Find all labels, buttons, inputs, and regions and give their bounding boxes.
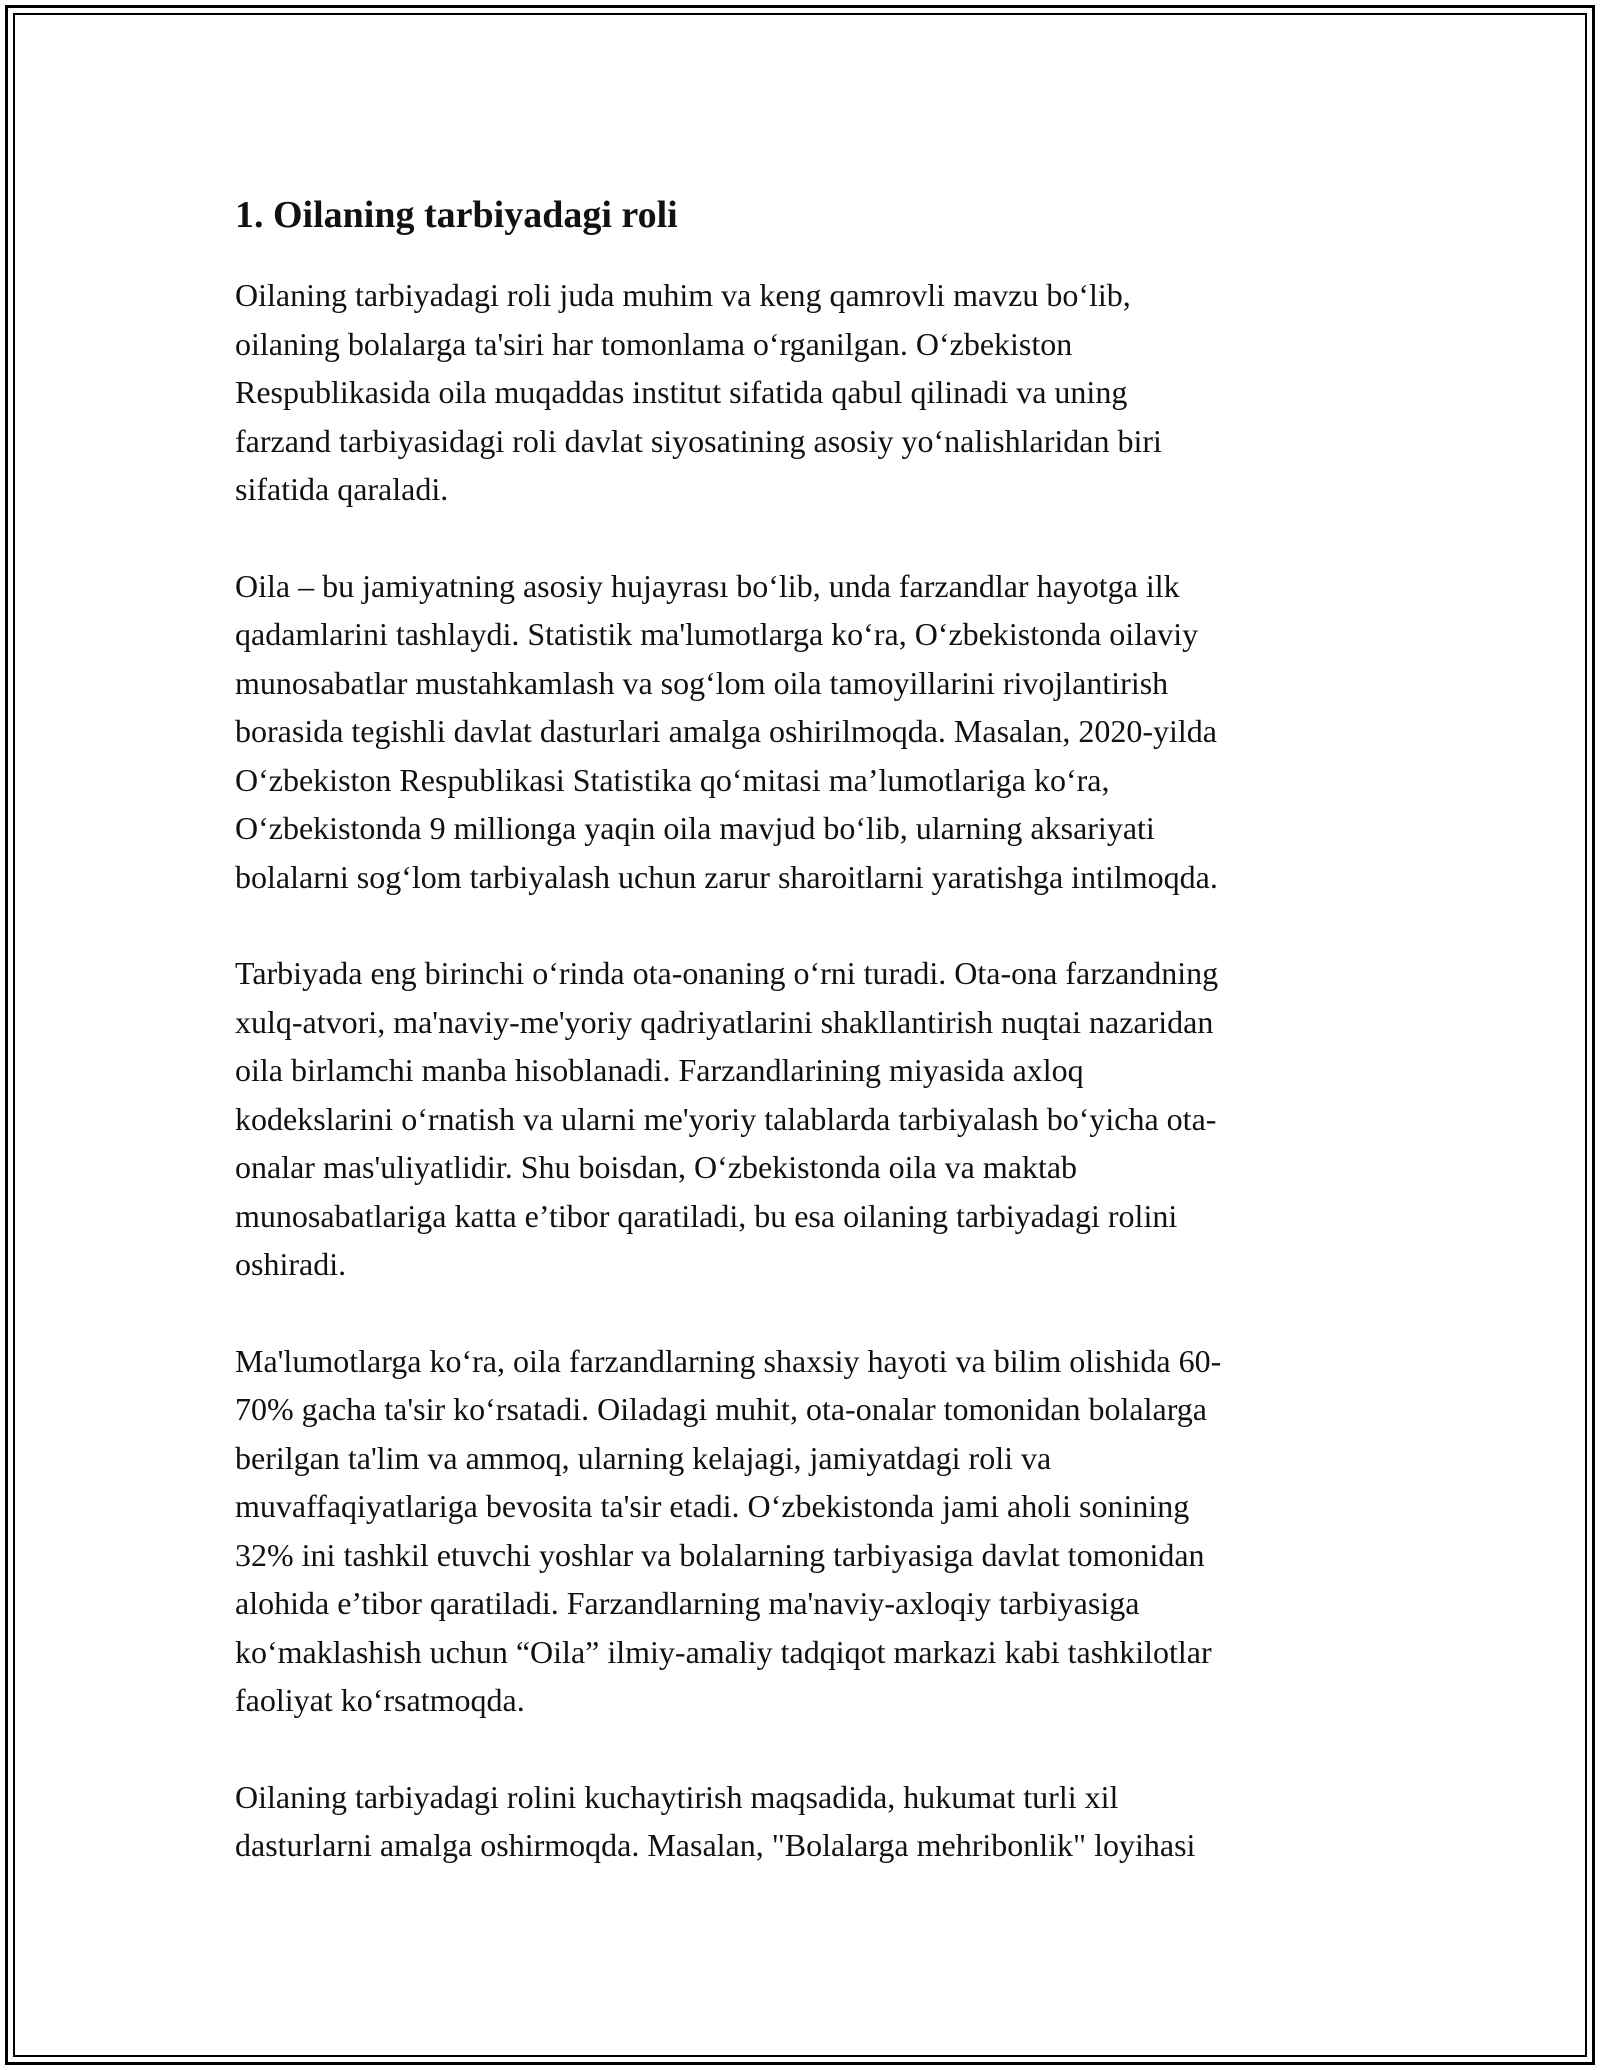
paragraph-line: Oilaning tarbiyadagi rolini kuchaytirish maqsadida, hukumat turli xil <box>235 1778 1119 1815</box>
document-body <box>235 185 1365 1918</box>
paragraph-3 <box>235 949 1365 1289</box>
paragraph-line: kodekslarini o‘rnatish va ularni me'yoriy talablarda tarbiyalash bo‘yicha ota- <box>235 1100 1217 1137</box>
paragraph-line: qadamlarini tashlaydi. Statistik ma'lumotlarga ko‘ra, O‘zbekistonda oilaviy <box>235 616 1199 652</box>
paragraph-line: O‘zbekistonda 9 millionga yaqin oila mavjud bo‘lib, ularning aksariyati <box>235 810 1155 846</box>
paragraph-line: alohida e’tibor qaratiladi. Farzandlarning ma'naviy-axloqiy tarbiyasiga <box>235 1585 1140 1621</box>
paragraph-line: bolalarni sog‘lom tarbiyalash uchun zarur sharoitlarni yaratishga intilmoqda. <box>235 858 1218 895</box>
paragraph-line: 70% gacha ta'sir ko‘rsatadi. Oiladagi muhit, ota-onalar tomonidan bolalarga <box>235 1391 1207 1427</box>
paragraph-list <box>235 271 1365 1870</box>
paragraph-line: sifatida qaraladi. <box>235 471 449 507</box>
paragraph-line: munosabatlariga katta e’tibor qaratiladi, bu esa oilaning tarbiyadagi rolini <box>235 1197 1178 1234</box>
paragraph-line: onalar mas'uliyatlidir. Shu boisdan, O‘zbekistonda oila va maktab <box>235 1149 1078 1185</box>
paragraph-line: berilgan ta'lim va ammoq, ularning kelajagi, jamiyatdagi roli va <box>235 1439 1052 1476</box>
paragraph-line: munosabatlar mustahkamlash va sog‘lom oila tamoyillarini rivojlantirish <box>235 664 1169 701</box>
paragraph-line: oila birlamchi manba hisoblanadi. Farzandlarining miyasida axloq <box>235 1052 1084 1088</box>
paragraph-line: xulq-atvori, ma'naviy-me'yoriy qadriyatlarini shakllantirish nuqtai nazaridan <box>235 1003 1214 1040</box>
paragraph-line: borasida tegishli davlat dasturlari amalga oshirilmoqda. Masalan, 2020-yilda <box>235 713 1217 749</box>
paragraph-line: muvaffaqiyatlariga bevosita ta'sir etadi. O‘zbekistonda jami aholi sonining <box>235 1488 1190 1524</box>
paragraph-line: oilaning bolalarga ta'siri har tomonlama o‘rganilgan. O‘zbekiston <box>235 325 1073 362</box>
paragraph-line: ko‘maklashish uchun “Oila” ilmiy-amaliy tadqiqot markazi kabi tashkilotlar <box>235 1633 1212 1670</box>
paragraph-2 <box>235 562 1365 902</box>
paragraph-4 <box>235 1337 1365 1725</box>
paragraph-line: Oila – bu jamiyatning asosiy hujayrası bo‘lib, unda farzandlar hayotga ilk <box>235 567 1180 604</box>
paragraph-line: O‘zbekiston Respublikasi Statistika qo‘mitasi ma’lumotlariga ko‘ra, <box>235 761 1110 798</box>
paragraph-line: Respublikasida oila muqaddas institut sifatida qabul qilinadi va uning <box>235 374 1128 410</box>
paragraph-line: Tarbiyada eng birinchi o‘rinda ota-onaning o‘rni turadi. Ota-ona farzandning <box>235 955 1219 991</box>
paragraph-line: farzand tarbiyasidagi roli davlat siyosatining asosiy yo‘nalishlaridan biri <box>235 422 1162 459</box>
section-heading: 1. Oilaning tarbiyadagi roli <box>235 194 678 236</box>
paragraph-line: faoliyat ko‘rsatmoqda. <box>235 1682 525 1718</box>
paragraph-line: Oilaning tarbiyadagi roli juda muhim va keng qamrovli mavzu bo‘lib, <box>235 277 1131 313</box>
paragraph-5 <box>235 1773 1365 1870</box>
paragraph-line: oshiradi. <box>235 1246 347 1282</box>
paragraph-1 <box>235 271 1365 514</box>
paragraph-line: Ma'lumotlarga ko‘ra, oila farzandlarning shaxsiy hayoti va bilim olishida 60- <box>235 1342 1222 1379</box>
paragraph-line: 32% ini tashkil etuvchi yoshlar va bolalarning tarbiyasiga davlat tomonidan <box>235 1536 1205 1573</box>
paragraph-line: dasturlarni amalga oshirmoqda. Masalan, "Bolalarga mehribonlik" loyihasi <box>235 1827 1196 1863</box>
